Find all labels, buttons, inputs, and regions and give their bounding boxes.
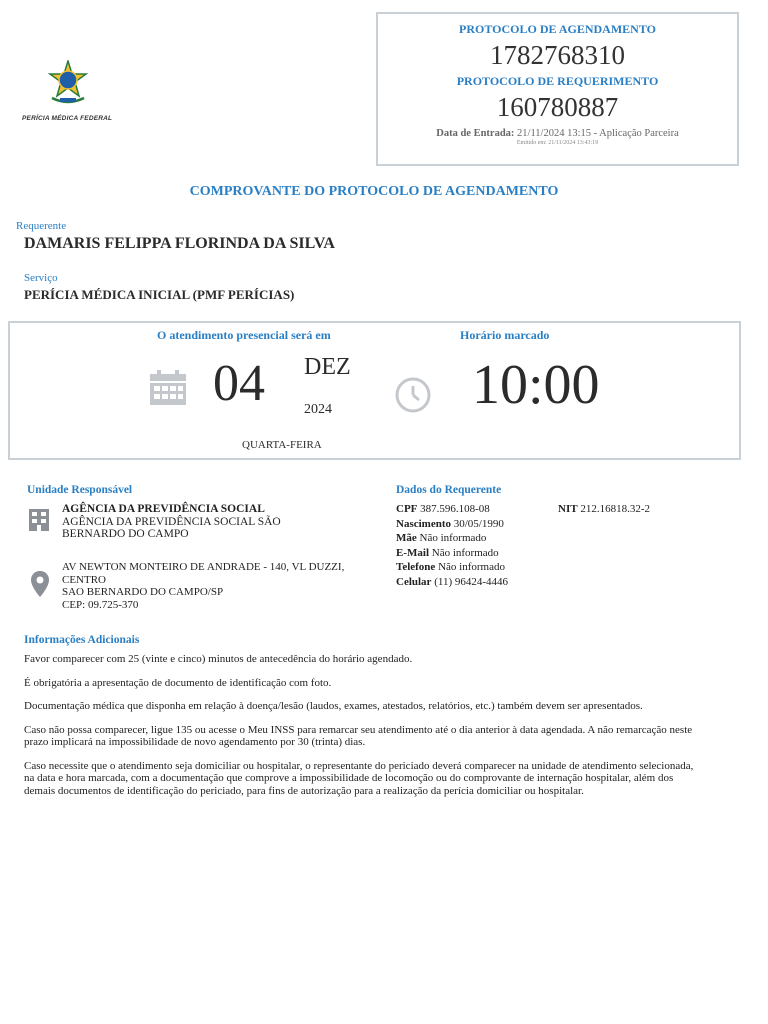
applicant-label: Requerente bbox=[16, 220, 67, 232]
applicant-name: DAMARIS FELIPPA FLORINDA DA SILVA bbox=[24, 235, 335, 252]
appointment-time-label: Horário marcado bbox=[460, 328, 550, 342]
nit-row bbox=[558, 502, 650, 517]
protocol-box bbox=[376, 12, 739, 166]
appointment-time: 10:00 bbox=[472, 354, 600, 416]
service-label: Serviço bbox=[24, 272, 58, 284]
unit-address-block bbox=[62, 561, 347, 611]
mobile-row bbox=[396, 575, 508, 590]
scheduling-protocol-label: PROTOCOLO DE AGENDAMENTO bbox=[459, 22, 656, 36]
unit-cep: CEP: 09.725-370 bbox=[62, 598, 139, 611]
service-name: PERÍCIA MÉDICA INICIAL (PMF PERÍCIAS) bbox=[24, 287, 295, 302]
phone-label: Telefone bbox=[396, 561, 436, 573]
appointment-box bbox=[8, 321, 741, 460]
location-pin-icon bbox=[30, 570, 50, 598]
unit-address-line2: SAO BERNARDO DO CAMPO/SP bbox=[62, 586, 224, 598]
appointment-day: 04 bbox=[213, 355, 265, 412]
unit-address-line1: AV NEWTON MONTEIRO DE ANDRADE - 140, VL DUZZI, CENTRO bbox=[62, 561, 345, 586]
applicant-data-list bbox=[396, 502, 508, 589]
mother-label: Mãe bbox=[396, 532, 417, 544]
entry-date bbox=[378, 128, 737, 139]
unit-agency-block bbox=[62, 503, 312, 541]
mother-row bbox=[396, 531, 508, 546]
nit-label: NIT bbox=[558, 503, 578, 515]
info-paragraph: É obrigatória a apresentação de documento de identificação com foto. bbox=[24, 676, 332, 689]
building-icon bbox=[28, 508, 50, 532]
issued-timestamp: Emitido em: 21/11/2024 13:43:19 bbox=[516, 140, 599, 146]
logo-label: PERÍCIA MÉDICA FEDERAL bbox=[22, 115, 113, 122]
logo bbox=[22, 60, 122, 122]
applicant-data-label: Dados do Requerente bbox=[396, 484, 502, 496]
phone-value: Não informado bbox=[438, 561, 505, 573]
entry-date-label: Data de Entrada: bbox=[436, 128, 515, 139]
calendar-icon bbox=[148, 369, 188, 407]
request-protocol-number: 160780887 bbox=[496, 92, 619, 122]
appointment-date-label: O atendimento presencial será em bbox=[157, 328, 331, 342]
mobile-value: (11) 96424-4446 bbox=[434, 575, 509, 588]
cpf-row bbox=[396, 502, 508, 517]
request-protocol-label: PROTOCOLO DE REQUERIMENTO bbox=[456, 74, 659, 88]
birth-label: Nascimento bbox=[396, 517, 451, 530]
info-paragraph: Favor comparecer com 25 (vinte e cinco) minutos de antecedência do horário agendado. bbox=[24, 653, 413, 665]
info-paragraph: Documentação médica que disponha em relação à doença/lesão (laudos, exames, atestados, relatórios, etc.) também devem ser apresentados. bbox=[24, 700, 643, 712]
scheduling-protocol-number: 1782768310 bbox=[490, 40, 625, 70]
unit-agency-detail: AGÊNCIA DA PREVIDÊNCIA SOCIAL SÃO BERNARDO DO CAMPO bbox=[62, 515, 281, 540]
birth-row bbox=[396, 517, 508, 532]
coat-of-arms-icon bbox=[46, 60, 90, 106]
mother-value: Não informado bbox=[419, 532, 487, 544]
phone-row bbox=[396, 560, 508, 575]
email-value: Não informado bbox=[431, 546, 499, 559]
additional-info-label: Informações Adicionais bbox=[24, 634, 140, 646]
appointment-year: 2024 bbox=[304, 402, 332, 417]
additional-info-block bbox=[24, 653, 704, 808]
email-row bbox=[396, 546, 508, 561]
clock-icon bbox=[394, 376, 432, 414]
document-title: COMPROVANTE DO PROTOCOLO DE AGENDAMENTO bbox=[189, 184, 559, 199]
appointment-weekday: QUARTA-FEIRA bbox=[242, 439, 322, 451]
entry-date-value: 21/11/2024 13:15 - Aplicação Parceira bbox=[517, 128, 679, 139]
birth-value: 30/05/1990 bbox=[453, 517, 504, 530]
nit-value: 212.16818.32-2 bbox=[580, 503, 650, 515]
cpf-label: CPF bbox=[396, 503, 418, 515]
info-paragraph: Caso não possa comparecer, ligue 135 ou acesse o Meu INSS para remarcar seu atendimento até o dia anterior à data agendada. A não remarcação neste prazo implicará na impossibilidade de novo agendamento por 30 (trinta) dias. bbox=[24, 723, 693, 748]
cpf-value: 387.596.108-08 bbox=[420, 503, 490, 515]
info-paragraph: Caso necessite que o atendimento seja domiciliar ou hospitalar, o representante do periciado deverá comparecer na unidade de atendimento selecionada, na data e hora marcada, com a documentação que comprove a impossibilidade de locomoção ou do comprovante de internação hospitalar, além dos demais documentos de identificação do periciado, para fins de autorização para a realização da perícia domiciliar ou hospitalar. bbox=[24, 759, 694, 797]
mobile-label: Celular bbox=[396, 575, 432, 588]
appointment-month: DEZ bbox=[304, 354, 351, 380]
email-label: E-Mail bbox=[396, 546, 429, 559]
unit-agency-name: AGÊNCIA DA PREVIDÊNCIA SOCIAL bbox=[62, 503, 265, 515]
unit-label: Unidade Responsável bbox=[27, 484, 133, 496]
